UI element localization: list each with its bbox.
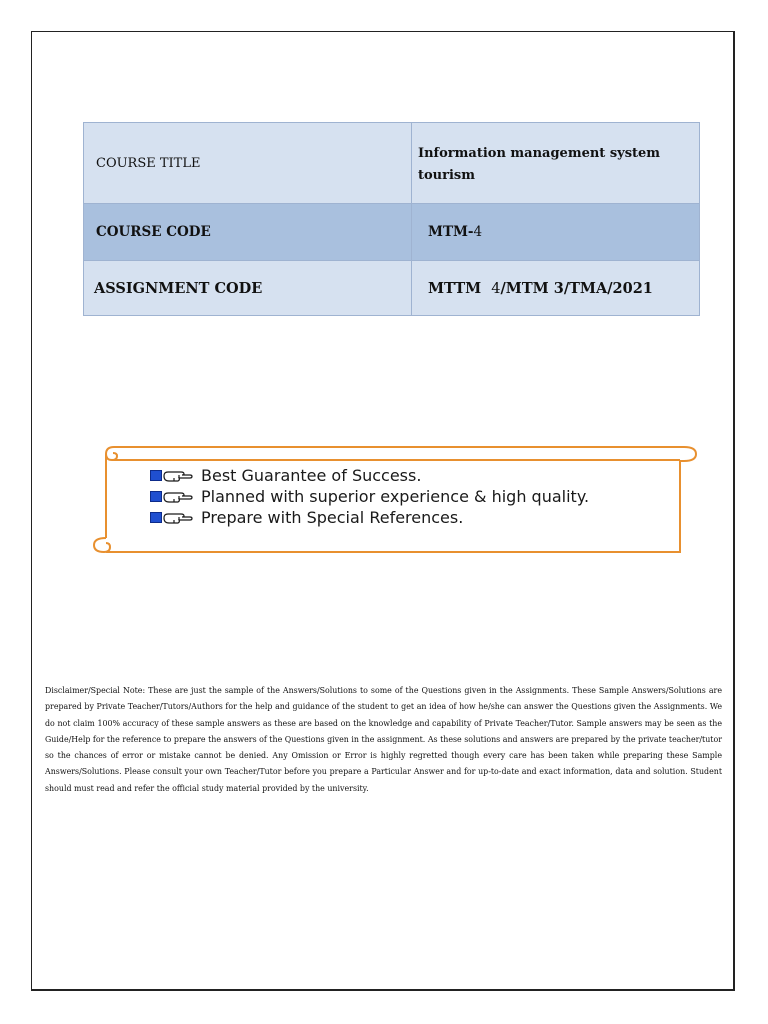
course-title-line2: tourism: [418, 168, 475, 183]
assignment-code-label: ASSIGNMENT CODE: [84, 261, 412, 316]
banner-item-text: Best Guarantee of Success.: [201, 466, 422, 485]
banner-item-text: Prepare with Special References.: [201, 508, 464, 527]
assignment-code-value: [412, 261, 700, 316]
banner-item-text: Planned with superior experience & high quality.: [201, 487, 590, 506]
course-code-bold: MTM-: [428, 224, 474, 240]
pointing-hand-icon: [150, 511, 193, 525]
course-code-number: 4: [473, 224, 483, 240]
course-code-row: [84, 204, 700, 261]
disclaimer-text: Disclaimer/Special Note: These are just the sample of the Answers/Solutions to some of the Questions given in the Assignments. These Sample Answers/Solutions are prepared by Private Teacher/Tutors/Authors for the help and guidance of the student to get an idea of how he/she can answer the Questions given the Assignments. We do not claim 100% accuracy of these sample answers as these are based on the knowledge and capability of Private Teacher/Tutor. Sample answers may be seen as the Guide/Help for the reference to prepare the answers of the Questions given in the assignment. As these solutions and answers are prepared by the private teacher/tutor so the chances of error or mistake cannot be denied. Any Omission or Error is highly regretted though every care has been taken while preparing these Sample Answers/Solutions. Please consult your own Teacher/Tutor before you prepare a Particular Answer and for up-to-date and exact information, data and solution. Student should must read and refer the official study material provided by the university.: [45, 686, 722, 793]
pointing-hand-icon: [150, 469, 193, 483]
course-title-line1: Information management system: [418, 146, 661, 161]
course-title-label: COURSE TITLE: [84, 123, 412, 204]
banner-item: [150, 507, 589, 528]
banner-item: [150, 486, 589, 507]
assignment-code-number: 4: [491, 280, 501, 297]
course-code-label: COURSE CODE: [84, 204, 412, 261]
assignment-code-part2: /MTM 3/TMA/2021: [500, 279, 653, 297]
course-title-value: [412, 123, 700, 204]
course-info-table: [83, 122, 700, 316]
assignment-code-row: [84, 261, 700, 316]
pointing-hand-icon: [150, 490, 193, 504]
banner-list: [150, 465, 589, 528]
assignment-code-part1: MTTM: [428, 279, 487, 297]
course-code-value: [412, 204, 700, 261]
course-title-row: [84, 123, 700, 204]
banner-item: [150, 465, 589, 486]
